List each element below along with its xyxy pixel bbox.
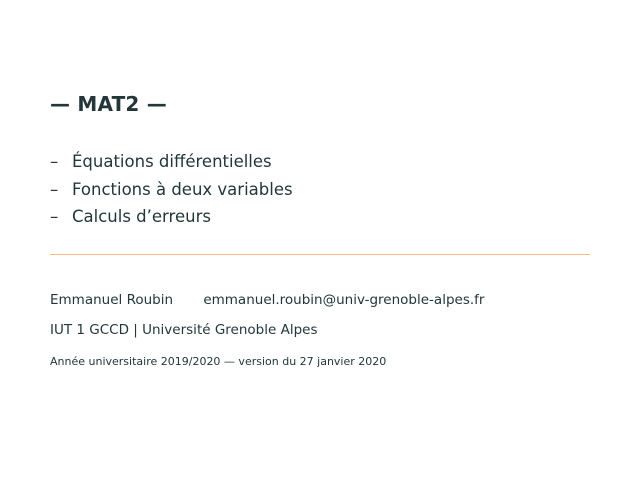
date-line: Année universitaire 2019/2020 — version du 27 janvier 2020 bbox=[50, 355, 387, 368]
title-separator-rule bbox=[50, 254, 590, 255]
topic-label: Équations différentielles bbox=[72, 152, 272, 171]
author-name: Emmanuel Roubin bbox=[50, 292, 174, 308]
author-email: emmanuel.roubin@univ-grenoble-alpes.fr bbox=[203, 292, 485, 308]
topic-item bbox=[50, 203, 293, 231]
topic-label: Fonctions à deux variables bbox=[72, 179, 293, 199]
topic-item bbox=[50, 148, 293, 176]
institution: IUT 1 GCCD | Université Grenoble Alpes bbox=[50, 322, 318, 338]
topic-item bbox=[50, 176, 293, 204]
topic-list bbox=[50, 148, 293, 231]
topic-bullet: – bbox=[50, 179, 59, 199]
slide-title: — MAT2 — bbox=[50, 92, 167, 116]
author-line bbox=[50, 292, 484, 308]
topic-label: Calculs d’erreurs bbox=[72, 207, 211, 226]
topic-bullet: – bbox=[50, 152, 59, 171]
topic-bullet: – bbox=[50, 207, 59, 226]
